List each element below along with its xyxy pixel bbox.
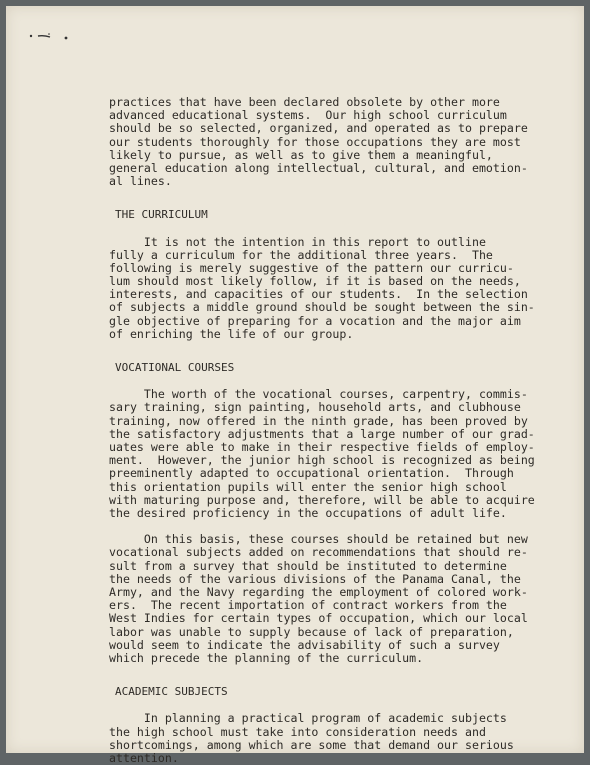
text-line: of enriching the life of our group. [109,326,354,341]
vocational-paragraph-2 [109,533,549,665]
text-line: The worth of the vocational courses, carpentry, commis- [109,387,528,402]
text-line: On this basis, these courses should be retained but new [109,532,528,547]
text-line: interests, and capacities of our students. In the selection [109,287,528,302]
vocational-paragraph-1 [109,388,549,520]
text-line: with maturing purpose and, therefore, will be able to acquire [109,492,535,507]
text-line: should be so selected, organized, and operated as to prepare [109,121,528,136]
section-heading-academic: ACADEMIC SUBJECTS [115,685,228,699]
text-line: our students thoroughly for those occupations they are most [109,134,521,149]
paper-sheet [6,6,584,765]
text-line: vocational subjects added on recommendations that should re- [109,545,528,560]
text-line: training, now offered in the ninth grade, has been proved by [109,413,528,428]
text-line: sult from a survey that should be instituted to determine [109,558,507,573]
text-line: Army, and the Navy regarding the employment of colored work- [109,585,528,599]
text-line: lum should most likely follow, if it is based on the needs, [109,274,521,289]
text-line: advanced educational systems. Our high school curriculum [109,108,507,123]
text-line: attention. [109,750,179,765]
section-heading-curriculum: THE CURRICULUM [115,208,208,222]
section-heading-vocational: VOCATIONAL COURSES [115,361,235,374]
text-line: practices that have been declared obsolete by other more [109,95,500,109]
text-line: the high school must take into consideration needs and [109,724,486,739]
text-line: general education along intellectual, cultural, and emotion- [109,160,528,175]
text-line: In planning a practical program of academic subjects [109,711,507,726]
text-line: preeminently adapted to occupational orientation. Through [109,466,514,481]
document-body [109,96,549,765]
text-line: West Indies for certain types of occupation, which our local [109,611,528,626]
text-line: of subjects a middle ground should be sought between the sin- [109,300,535,315]
text-line: al lines. [109,174,172,189]
text-line: would seem to indicate the advisability of such a survey [109,637,500,652]
text-line: the desired proficiency in the occupations of adult life. [109,505,507,520]
text-line: It is not the intention in this report to outline [109,234,486,249]
text-line: this orientation pupils will enter the senior high school [109,479,507,494]
text-line: which precede the planning of the curriculum. [109,650,424,665]
text-line: the needs of the various divisions of the Panama Canal, the [109,571,521,586]
text-line: following is merely suggestive of the pattern our curricu- [109,260,514,275]
text-line: uates were able to make in their respective fields of employ- [109,439,535,454]
text-line: sary training, sign painting, household arts, and clubhouse [109,400,521,415]
text-line: labor was unable to supply because of lack of preparation, [109,624,514,639]
text-line: gle objective of preparing for a vocation and the major aim [109,313,521,328]
text-line: shortcomings, among which are some that demand our serious [109,737,514,752]
ink-marks-decoration [28,30,88,42]
text-line: fully a curriculum for the additional three years. The [109,247,493,262]
text-line: ers. The recent importation of contract workers from the [109,598,507,613]
academic-paragraph [109,712,549,765]
curriculum-paragraph [109,236,549,342]
text-line: likely to pursue, as well as to give them a meaningful, [109,147,493,162]
text-line: ment. However, the junior high school is recognized as being [109,453,535,468]
intro-paragraph [109,96,549,188]
text-line: the satisfactory adjustments that a large number of our grad- [109,426,535,441]
